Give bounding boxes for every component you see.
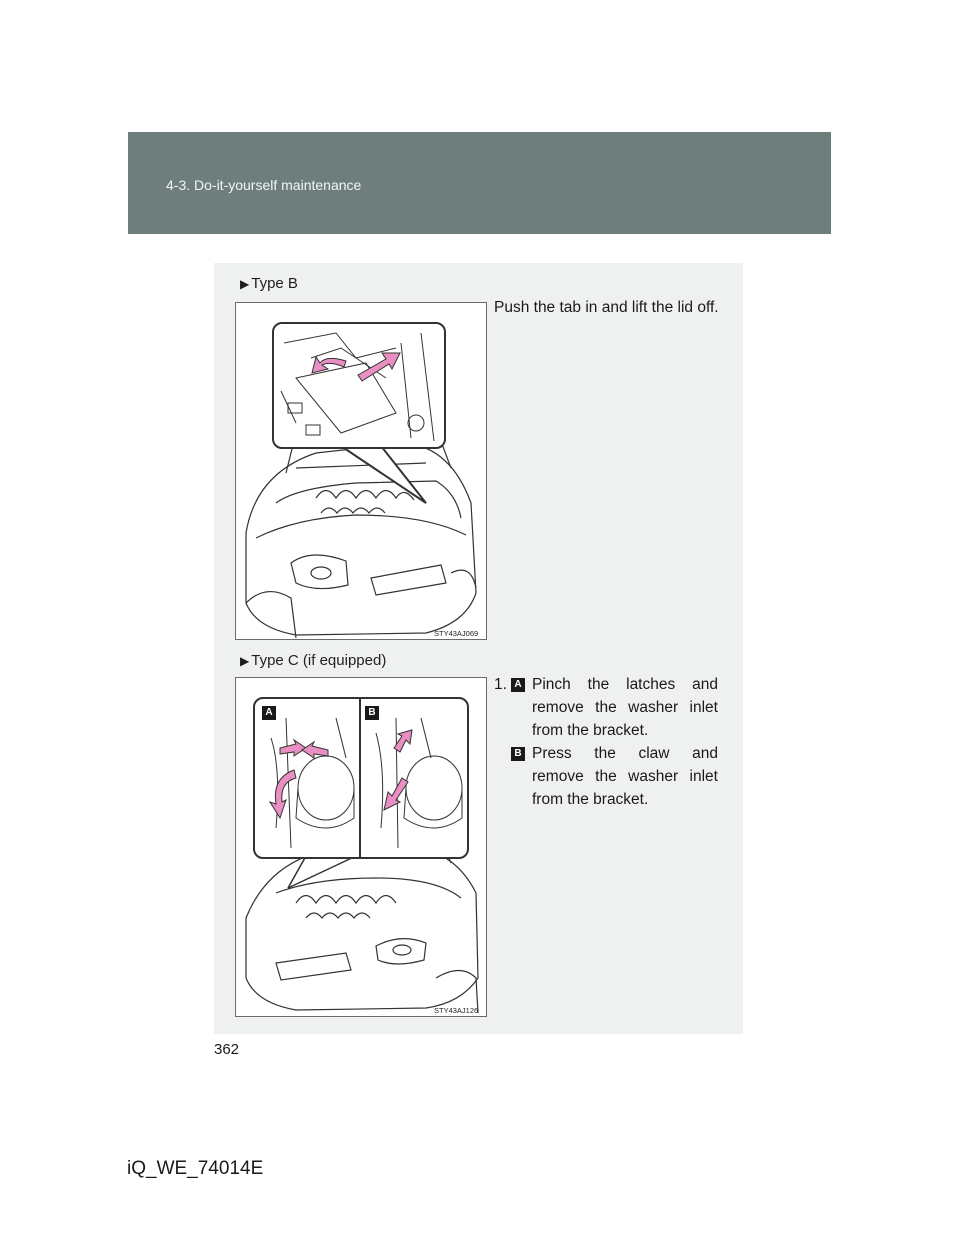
pointer-triangle-icon: ▶ [240,277,250,291]
step-label-a-badge: A [511,678,525,692]
figure-label-b-badge: B [365,706,379,720]
type-c-heading-text: Type C (if equipped) [251,652,387,669]
step-label-b-badge: B [511,747,525,761]
car-engine-bay-illustration [236,303,488,641]
type-b-figure-code: STY43AJ069 [434,629,479,638]
step-1-b [494,742,720,842]
content-panel [214,263,743,1034]
section-title: 4-3. Do-it-yourself maintenance [166,177,362,193]
pointer-triangle-icon: ▶ [240,654,250,668]
car-washer-inlet-illustration [236,678,488,1018]
step-a-text: Pinch the latches and remove the washer inlet from the bracket. [532,676,718,739]
figure-label-a-badge: A [262,706,276,720]
page-number: 362 [214,1041,240,1058]
type-c-figure-code: STY43AJ126 [434,1006,479,1015]
type-b-instruction: Push the tab in and lift the lid off. [494,299,719,316]
type-b-heading [240,275,298,292]
type-b-illustration [235,302,487,640]
step-number: 1. [494,676,507,693]
type-b-heading-text: Type B [251,275,298,292]
type-c-heading [240,652,386,669]
type-c-illustration [235,677,487,1017]
document-code: iQ_WE_74014E [127,1158,264,1179]
step-b-text: Press the claw and remove the washer inlet from the bracket. [532,745,718,808]
section-header-band [128,132,831,234]
